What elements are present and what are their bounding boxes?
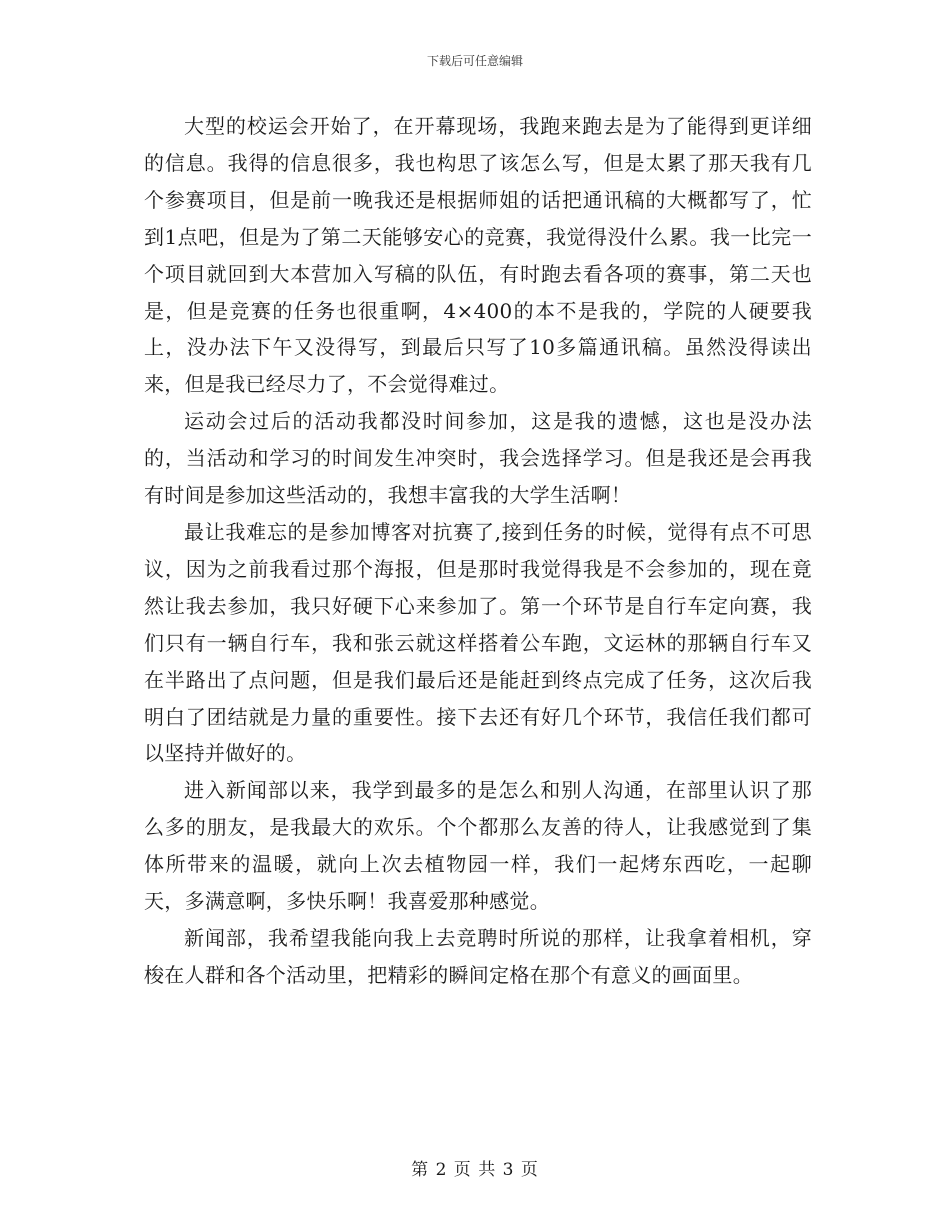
page-number: 第 2 页 共 3 页 bbox=[411, 1160, 539, 1180]
page-header: 下载后可任意编辑 bbox=[426, 54, 523, 68]
paragraph-3: 最让我难忘的是参加博客对抗赛了,接到任务的时候，觉得有点不可思议，因为之前我看过那个海报，但是那时我觉得我是不会参加的，现在竟然让我去参加，我只好硬下心来参加了。第一个环节是自行车定向赛，我们只有一辆自行车，我和张云就这样搭着公车跑，文运林的那辆自行车又在半路出了点问题，但是我们最后还是能赶到终点完成了任务，这次后我明白了团结就是力量的重要性。接下去还有好几个环节，我信任我们都可以坚持并做好的。 bbox=[144, 519, 812, 766]
document-body bbox=[144, 108, 812, 994]
paragraph-2: 运动会过后的活动我都没时间参加，这是我的遗憾，这也是没办法的，当活动和学习的时间发生冲突时，我会选择学习。但是我还是会再我有时间是参加这些活动的，我想丰富我的大学生活啊！ bbox=[144, 409, 812, 508]
paragraph-4: 进入新闻部以来，我学到最多的是怎么和别人沟通，在部里认识了那么多的朋友，是我最大的欢乐。个个都那么友善的待人，让我感觉到了集体所带来的温暖，就向上次去植物园一样，我们一起烤东西吃，一起聊天，多满意啊，多快乐啊！我喜爱那种感觉。 bbox=[144, 778, 812, 914]
paragraph-5: 新闻部，我希望我能向我上去竞聘时所说的那样，让我拿着相机，穿梭在人群和各个活动里，把精彩的瞬间定格在那个有意义的画面里。 bbox=[144, 925, 812, 987]
paragraph-1: 大型的校运会开始了，在开幕现场，我跑来跑去是为了能得到更详细的信息。我得的信息很多，我也构思了该怎么写，但是太累了那天我有几个参赛项目，但是前一晚我还是根据师姐的话把通讯稿的大概都写了，忙到1点吧，但是为了第二天能够安心的竞赛，我觉得没什么累。我一比完一个项目就回到大本营加入写稿的队伍，有时跑去看各项的赛事，第二天也是，但是竞赛的任务也很重啊，4×400的本不是我的，学院的人硬要我上，没办法下午又没得写，到最后只写了10多篇通讯稿。虽然没得读出来，但是我已经尽力了，不会觉得难过。 bbox=[144, 114, 812, 397]
